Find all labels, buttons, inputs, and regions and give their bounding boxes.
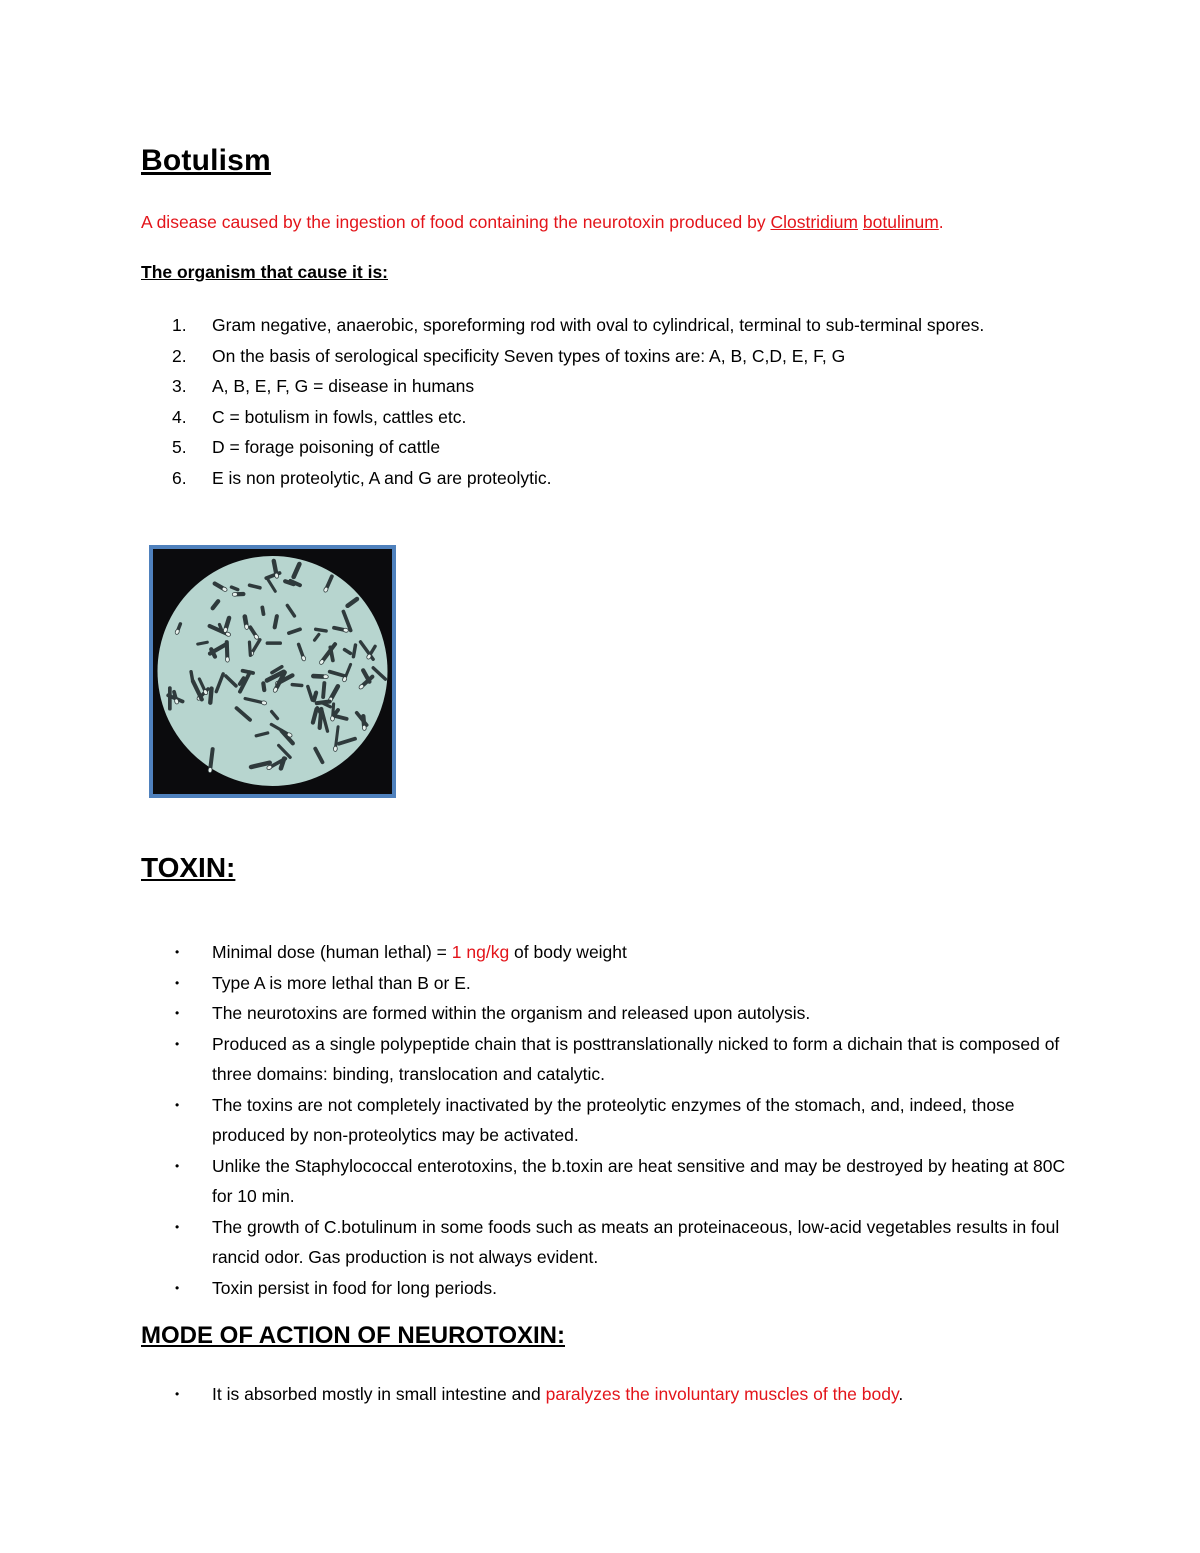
bullet-icon: • (175, 1387, 180, 1401)
item-text: Gram negative, anaerobic, sporeforming rod with oval to cylindrical, terminal to sub-terminal spores. (212, 315, 985, 335)
item-text: On the basis of serological specificity Seven types of toxins are: A, B, C,D, E, F, G (212, 345, 846, 366)
bullet-icon: • (175, 1006, 180, 1020)
spore (232, 592, 237, 596)
item-number: 6. (172, 467, 187, 488)
item-text: The growth of C.botulinum in some foods such as meats an proteinaceous, low-acid vegetables results in foul rancid odor. Gas production is not always evident. (212, 1216, 1060, 1267)
dose-value: 1 ng/kg (451, 942, 510, 962)
toxin-heading: TOXIN: (141, 852, 236, 883)
item-text: D = forage poisoning of cattle (212, 437, 441, 457)
spore (208, 767, 212, 773)
item-number: 1. (172, 315, 187, 335)
bullet-icon: • (175, 945, 180, 959)
intro-end: . (938, 212, 944, 232)
item-number: 4. (172, 406, 187, 427)
bacterium-rod (168, 686, 172, 710)
intro-species: botulinum (862, 212, 939, 232)
list-item (141, 371, 1081, 402)
spore (274, 573, 279, 579)
mode-heading: MODE OF ACTION OF NEUROTOXIN: (141, 1322, 565, 1349)
spore (333, 746, 337, 752)
mode-highlight: paralyzes the involuntary muscles of the body (545, 1384, 899, 1404)
intro-lead: A disease caused by the ingestion of food containing the neurotoxin produced by (141, 212, 771, 232)
item-text: Toxin persist in food for long periods. (212, 1277, 498, 1298)
organism-heading: The organism that cause it is: (141, 262, 388, 282)
item-number: 2. (172, 345, 187, 366)
page-title: Botulism (141, 144, 271, 177)
intro-paragraph (141, 212, 944, 233)
bullet-icon: • (175, 975, 180, 990)
list-item (141, 1212, 1081, 1273)
item-number: 3. (172, 376, 187, 396)
item-text: The neurotoxins are formed within the organism and released upon autolysis. (212, 1003, 811, 1023)
list-item (141, 432, 1081, 463)
bacterium-rod (266, 641, 282, 645)
list-item (141, 1090, 1081, 1151)
item-text: E is non proteolytic, A and G are proteolytic. (212, 467, 552, 488)
spore (362, 725, 366, 731)
organism-list (141, 310, 1081, 493)
mode-list (141, 1379, 1081, 1410)
mode-end: . (898, 1384, 904, 1404)
list-item (141, 1273, 1081, 1304)
dose-post: of body weight (509, 942, 627, 962)
list-item (141, 1029, 1081, 1090)
item-text: Type A is more lethal than B or E. (212, 972, 471, 993)
item-text: The toxins are not completely inactivated by the proteolytic enzymes of the stomach, and, indeed, those produced by non-proteolytics may be activated. (212, 1094, 1015, 1145)
dose-pre: Minimal dose (human lethal) = (212, 942, 452, 962)
item-text: C = botulism in fowls, cattles etc. (212, 406, 467, 427)
list-item (141, 402, 1081, 433)
list-item (141, 998, 1081, 1029)
item-text: Unlike the Staphylococcal enterotoxins, the b.toxin are heat sensitive and may be destroyed by heating at 80C for 10 min. (212, 1155, 1066, 1206)
bullet-icon: • (175, 1219, 180, 1234)
item-text: A, B, E, F, G = disease in humans (212, 376, 475, 396)
list-item (141, 1379, 1081, 1410)
bullet-icon: • (175, 1280, 180, 1295)
bullet-icon: • (175, 1097, 180, 1112)
list-item (141, 310, 1081, 341)
spore (244, 624, 249, 630)
bacteria-micrograph-image (149, 545, 396, 798)
list-item (141, 341, 1081, 372)
bullet-icon: • (175, 1158, 180, 1173)
item-number: 5. (172, 437, 187, 457)
list-item (141, 968, 1081, 999)
mode-pre: It is absorbed mostly in small intestine and (212, 1384, 546, 1404)
toxin-list (141, 937, 1081, 1303)
item-text: Produced as a single polypeptide chain that is posttranslationally nicked to form a dichain that is composed of three domains: binding, translocation and catalytic. (212, 1033, 1060, 1084)
intro-genus: Clostridium (770, 212, 859, 232)
list-item (141, 463, 1081, 494)
spore (323, 675, 328, 679)
list-item (141, 937, 1081, 968)
spore (225, 657, 229, 662)
bullet-icon: • (175, 1036, 180, 1051)
list-item (141, 1151, 1081, 1212)
